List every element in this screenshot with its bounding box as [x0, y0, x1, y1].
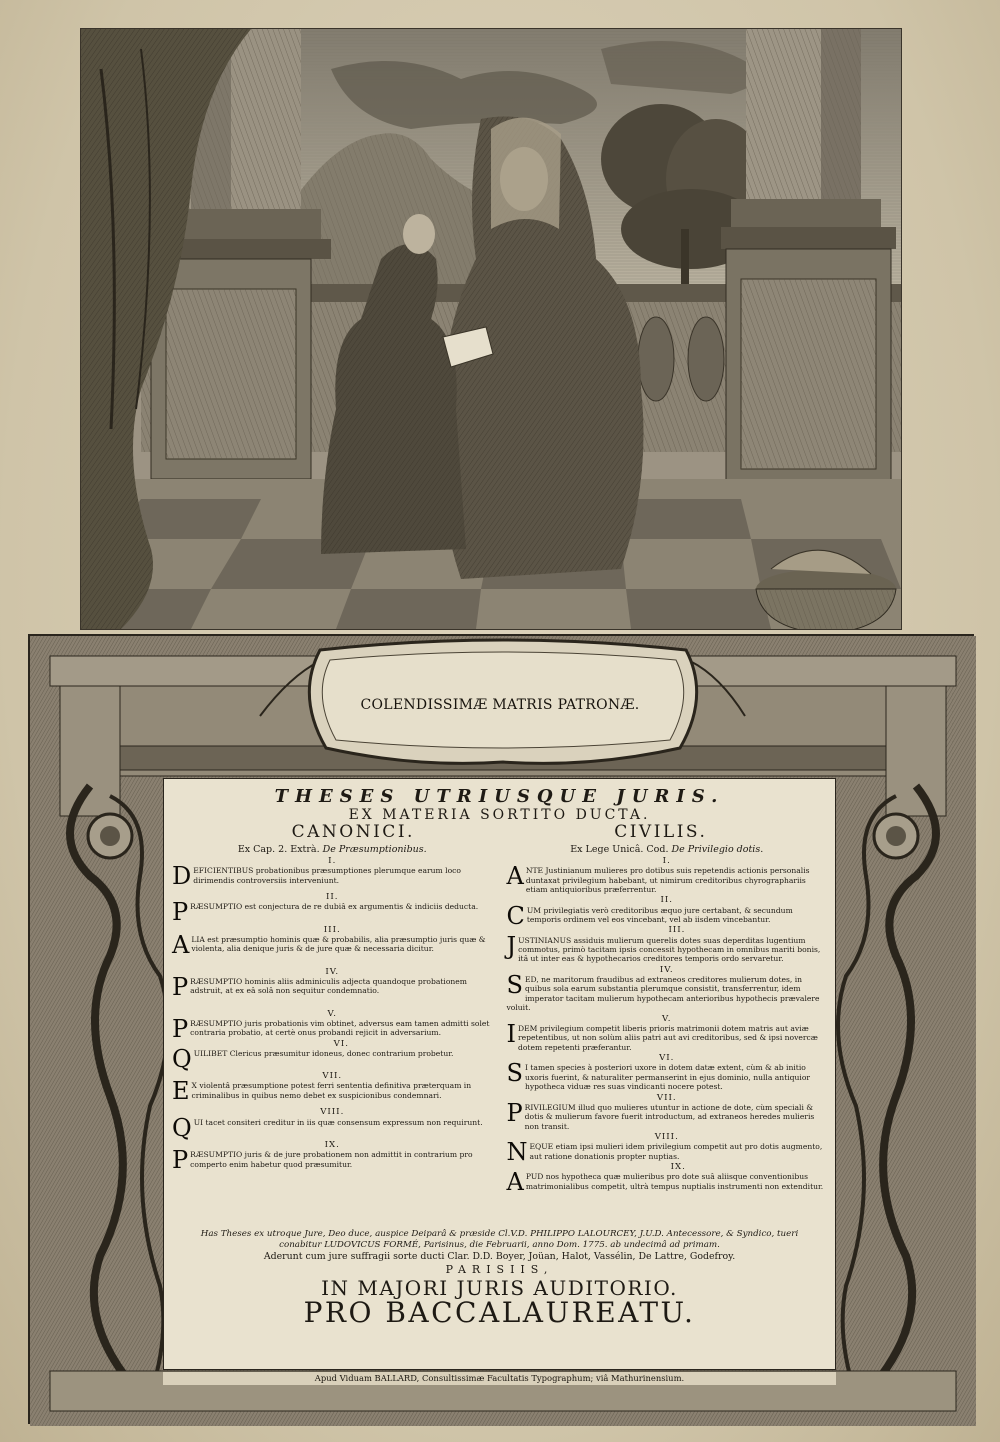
thesis-number: VIII. — [654, 1131, 679, 1142]
thesis-number: I. — [662, 856, 671, 866]
drop-cap: Q — [172, 1044, 192, 1073]
thesis-number: VII. — [322, 1071, 343, 1082]
sub-heading: EX MATERIA SORTITO DUCTA. — [348, 807, 651, 823]
drop-cap: S — [506, 1059, 523, 1088]
thesis-item: PRÆSUMPTIO juris & de jure probationem non admittit in contrarium pro comperto enim habetur quod præsumitur. — [172, 1146, 473, 1175]
theses-panel — [163, 778, 836, 1370]
drop-cap: E — [172, 1077, 190, 1106]
right-source: Ex Lege Unicâ. Cod. De Privilegio dotis. — [570, 844, 764, 855]
thesis-number: III. — [668, 925, 686, 936]
thesis-number: II. — [325, 892, 339, 903]
venue-line: IN MAJORI JURIS AUDITORIO. — [321, 1276, 678, 1300]
drop-cap: C — [506, 901, 525, 930]
thesis-item: S I tamen species à posteriori uxore in dotem datæ extent, cùm & ab initio uxoris fuerint, & naturaliter permanserint in ejus dominio, nulla antiquior hypotheca viduæ res suas vindicanti nocere potest. — [506, 1059, 811, 1092]
drop-cap: N — [506, 1138, 528, 1167]
thesis-item: SED, ne maritorum fraudibus ad extraneos creditores mulierum dotes, in quibus sola earum substantia plerumque consistit, transferrentur, idem imperator tacitam mulierum hypothecam anterioribus hypothecis prævalere voluit. — [506, 971, 820, 1013]
city-line: PARISIIS, — [445, 1263, 554, 1276]
drop-cap: P — [172, 1014, 189, 1043]
left-column-heading: CANONICI. — [291, 822, 415, 842]
thesis-item: PRÆSUMPTIO hominis aliis adminiculis adjecta quandoque probationem adstruit, at ex eâ solâ non sequitur condemnatio. — [172, 972, 467, 1001]
title-plaque — [318, 648, 682, 756]
civilis-column — [506, 843, 828, 1197]
thesis-item: NEQUE etiam ipsi mulieri idem privilegium competit aut pro dotis augmento, aut ratione donationis propter nuptias. — [506, 1138, 823, 1167]
right-column-heading: CIVILIS. — [614, 822, 708, 842]
thesis-item: QUILIBET Clericus præsumitur idoneus, donec contrarium probetur. — [172, 1044, 454, 1073]
plaque-dedication: COLENDISSIMÆ MATRIS PATRONÆ. — [360, 697, 640, 713]
left-source: Ex Cap. 2. Extrà. De Præsumptionibus. — [237, 844, 427, 855]
examiners-line: Aderunt cum jure suffragii sorte ducti Clar. D.D. Boyer, Joüan, Halot, Vassélin, De Lattre, Godefroy. — [263, 1251, 736, 1262]
drop-cap: A — [506, 862, 524, 891]
theses-columns — [172, 843, 827, 1197]
thesis-item: E X violentâ præsumptione potest ferri sententia definitiva præterquam in criminalibus in quibus nemo debet ex suspicionibus condemnari. — [172, 1077, 472, 1106]
defense-announcement — [164, 1229, 835, 1327]
column-headings — [172, 823, 827, 841]
drop-cap: J — [506, 931, 517, 960]
drop-cap: P — [172, 1146, 189, 1175]
thesis-number: V. — [327, 1008, 337, 1019]
defense-details: Has Theses ex utroque Jure, Deo duce, auspice Deiparâ & præside Cl.V.D. PHILIPPO LALOURCEY, J.U.D. Antecessore, & Syndico, tueri conabitur LUDOVICUS FORMÉ, Parisinus, die Februarii, anno Dom. 1775. ab undecimâ ad primam. — [200, 1229, 799, 1250]
drop-cap: Q — [172, 1113, 192, 1142]
thesis-number: VI. — [333, 1038, 349, 1049]
thesis-number: I. — [328, 856, 337, 866]
thesis-number: VII. — [656, 1092, 677, 1103]
drop-cap: D — [172, 862, 192, 891]
drop-cap: I — [506, 1019, 516, 1048]
engraving-scene-icon — [81, 29, 901, 629]
canonici-column — [172, 843, 493, 1192]
thesis-number: VI. — [659, 1053, 675, 1064]
thesis-item: PRÆSUMPTIO juris probationis vim obtinet, adversus eam tamen admitti solet contraria probatio, at certè onus probandi rejicit in adversarium. — [172, 1014, 490, 1043]
degree-line: PRO BACCALAUREATU. — [303, 1296, 696, 1329]
thesis-number: IX. — [670, 1161, 686, 1172]
thesis-item: PRÆSUMPTIO est conjectura de re dubiâ ex argumentis & indiciis deducta. — [172, 898, 479, 927]
thesis-number: III. — [323, 924, 341, 935]
thesis-number: IV. — [659, 964, 674, 975]
thesis-number: IX. — [324, 1139, 340, 1150]
thesis-number: IV. — [325, 966, 340, 977]
thesis-item: QUI tacet consiteri creditur in iis quæ consensum expressum non requirunt. — [172, 1113, 483, 1142]
printer-imprint: Apud Viduam BALLARD, Consultissimæ Facultatis Typographum; viâ Mathurinensium. — [163, 1372, 836, 1385]
thesis-number: II. — [660, 895, 674, 906]
drop-cap: A — [172, 930, 190, 959]
thesis-item: CUM privilegiatis verò creditoribus æquo jure certabant, & secundum temporis ordinem vel eos vincebant, vel ab iisdem vincebantur. — [506, 901, 793, 930]
drop-cap: P — [172, 972, 189, 1001]
drop-cap: S — [506, 971, 523, 1000]
main-heading: THESES UTRIUSQUE JURIS. — [274, 786, 725, 807]
thesis-item: ALIA est præsumptio hominis quæ & probabilis, alia præsumptio juris quæ & violenta, alia denique juris & de jure quæ & necessaria dicitur. — [172, 930, 486, 959]
thesis-number: V. — [662, 1013, 672, 1024]
drop-cap: P — [172, 898, 189, 927]
drop-cap: A — [506, 1168, 524, 1197]
thesis-item: DEFICIENTIBUS probationibus præsumptiones plerumque earum loco dirimendis controversiis interveniunt. — [172, 862, 461, 891]
thesis-item: IDEM privilegium competit liberis prioris matrimonii dotem matris aut aviæ repetentibus, ut non solùm aliis patri aut avi creditoribus, sed & ipsi novercæ dotem repetenti præferantur. — [506, 1019, 818, 1052]
thesis-item: PRIVILEGIUM illud quo mulieres utuntur in actione de dote, cùm speciali & dotis & mulierum favore fuerit introductum, ad extraneos heredes mulieris non transit. — [506, 1098, 815, 1131]
thesis-item: APUD nos hypotheca quæ mulieribus pro dote suâ aliisque conventionibus matrimonialibus competit, ultrà tempus nuptialis instrumenti non extenditur. — [506, 1168, 824, 1197]
drop-cap: P — [506, 1098, 523, 1127]
thesis-item: ANTE Justinianum mulieres pro dotibus suis repetendis actionis personalis duntaxat privilegium habebant, ut nimirum creditoribus chyrographariis etiam antiquioribus præferrentur. — [506, 862, 810, 895]
thesis-number: VIII. — [320, 1107, 345, 1118]
engraving-illustration — [80, 28, 902, 630]
thesis-item: JUSTINIANUS assiduis mulierum querelis dotes suas deperditas lugentium commotus, primò tacitam ipsis concessit hypothecam in omnibus mariti bonis, itâ ut inter eas & hypothecarios creditores temporis ordo servaretur. — [506, 931, 821, 964]
